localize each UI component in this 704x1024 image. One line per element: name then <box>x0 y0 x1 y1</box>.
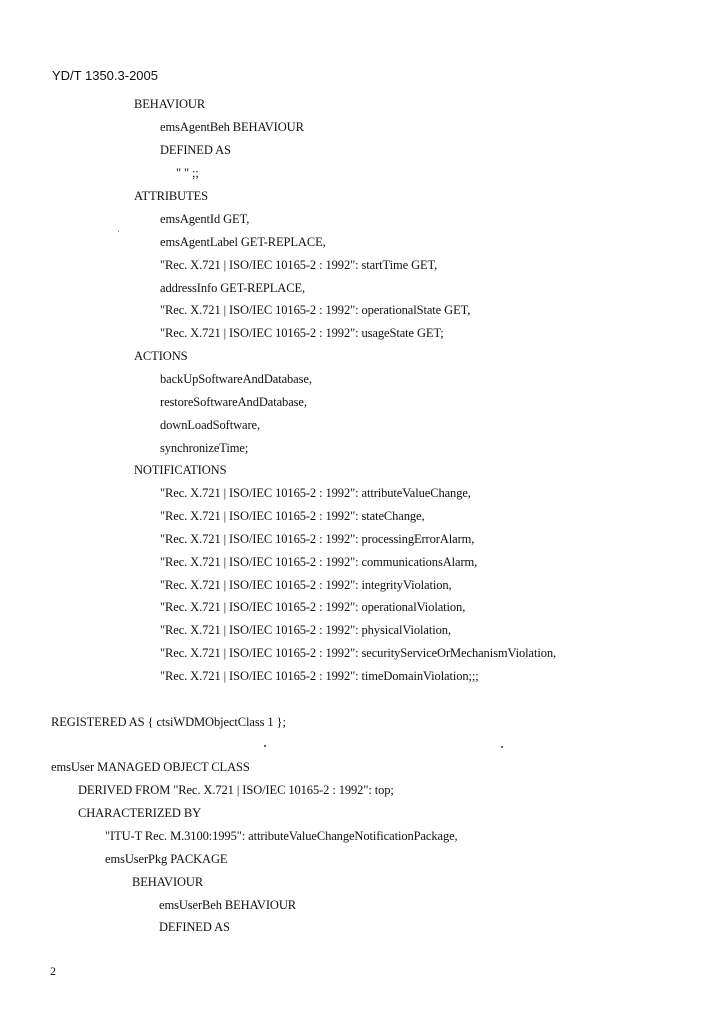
characterized-by-line: CHARACTERIZED BY <box>78 806 202 820</box>
notification-line: "Rec. X.721 | ISO/IEC 10165-2 : 1992": integrityViolation, <box>160 578 452 592</box>
notification-line: "Rec. X.721 | ISO/IEC 10165-2 : 1992": physicalViolation, <box>160 623 451 637</box>
action-line: synchronizeTime; <box>160 441 249 455</box>
behaviour-definition: emsAgentBeh BEHAVIOUR <box>160 120 304 134</box>
scan-speck <box>118 231 119 232</box>
definition-text-line: " " ;; <box>176 166 199 180</box>
attribute-line: "Rec. X.721 | ISO/IEC 10165-2 : 1992": operationalState GET, <box>160 303 471 317</box>
scan-speck <box>264 745 266 747</box>
attributes-keyword: ATTRIBUTES <box>134 189 209 203</box>
action-line: restoreSoftwareAndDatabase, <box>160 395 307 409</box>
scan-speck <box>501 746 503 748</box>
standard-number-header: YD/T 1350.3-2005 <box>52 68 158 83</box>
defined-as-line: DEFINED AS <box>159 920 230 934</box>
attribute-line: "Rec. X.721 | ISO/IEC 10165-2 : 1992": startTime GET, <box>160 258 438 272</box>
notification-line: "Rec. X.721 | ISO/IEC 10165-2 : 1992": stateChange, <box>160 509 425 523</box>
actions-keyword: ACTIONS <box>134 349 188 363</box>
notification-line: "Rec. X.721 | ISO/IEC 10165-2 : 1992": attributeValueChange, <box>160 486 471 500</box>
notification-line: "Rec. X.721 | ISO/IEC 10165-2 : 1992": timeDomainViolation;;; <box>160 669 479 683</box>
registered-as-line: REGISTERED AS { ctsiWDMObjectClass 1 }; <box>51 715 286 729</box>
notification-line: "Rec. X.721 | ISO/IEC 10165-2 : 1992": operationalViolation, <box>160 600 466 614</box>
notification-line: "Rec. X.721 | ISO/IEC 10165-2 : 1992": processingErrorAlarm, <box>160 532 475 546</box>
behaviour-keyword: BEHAVIOUR <box>132 875 204 889</box>
defined-as-line: DEFINED AS <box>160 143 231 157</box>
behaviour-keyword: BEHAVIOUR <box>134 97 206 111</box>
action-line: backUpSoftwareAndDatabase, <box>160 372 312 386</box>
package-definition-line: emsUserPkg PACKAGE <box>105 852 228 866</box>
action-line: downLoadSoftware, <box>160 418 261 432</box>
attribute-line: "Rec. X.721 | ISO/IEC 10165-2 : 1992": usageState GET; <box>160 326 444 340</box>
managed-object-class-line: emsUser MANAGED OBJECT CLASS <box>51 760 250 774</box>
notifications-keyword: NOTIFICATIONS <box>134 463 227 477</box>
derived-from-line: DERIVED FROM "Rec. X.721 | ISO/IEC 10165-2 : 1992": top; <box>78 783 394 797</box>
notification-line: "Rec. X.721 | ISO/IEC 10165-2 : 1992": securityServiceOrMechanismViolation, <box>160 646 557 660</box>
attribute-line: emsAgentLabel GET-REPLACE, <box>160 235 326 249</box>
package-reference-line: "ITU-T Rec. M.3100:1995": attributeValueChangeNotificationPackage, <box>105 829 458 843</box>
page-number: 2 <box>50 964 56 978</box>
notification-line: "Rec. X.721 | ISO/IEC 10165-2 : 1992": communicationsAlarm, <box>160 555 478 569</box>
attribute-line: emsAgentId GET, <box>160 212 250 226</box>
behaviour-definition: emsUserBeh BEHAVIOUR <box>159 898 296 912</box>
attribute-line: addressInfo GET-REPLACE, <box>160 281 306 295</box>
